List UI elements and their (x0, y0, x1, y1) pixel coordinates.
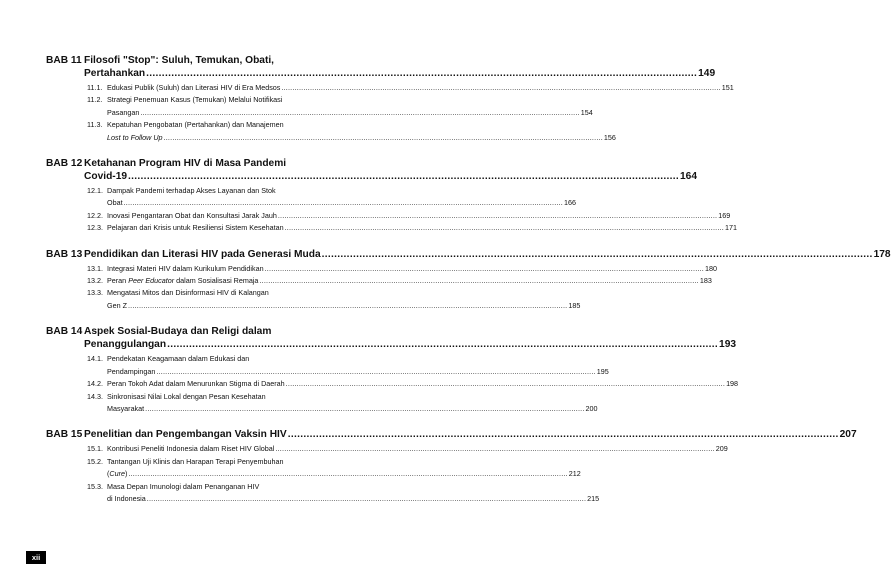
subsection-title-cont: Obat (107, 198, 123, 208)
chapter-title[interactable]: Filosofi "Stop": Suluh, Temukan, Obati, (84, 55, 275, 66)
dot-leader (147, 493, 586, 505)
subsection-14-3[interactable] (87, 391, 598, 416)
dot-leader (145, 403, 584, 415)
subsection-title: Kontribusi Peneliti Indonesia dalam Riset HIV Global (107, 444, 275, 454)
subsection-page: 171 (724, 223, 737, 233)
subsection-number: 12.2. (87, 210, 103, 220)
subsection-number: 15.2. (87, 456, 103, 466)
chapter-page: 164 (679, 171, 697, 183)
subsection-15-2[interactable] (87, 456, 581, 481)
subsection-title-cont: Pendampingan (107, 366, 156, 376)
subsection-title: Peran Tokoh Adat dalam Menurunkan Stigma di Daerah (107, 379, 285, 389)
chapter-page: 207 (839, 429, 857, 441)
subsection-page: 154 (580, 107, 593, 117)
chapter-title[interactable]: Ketahanan Program HIV di Masa Pandemi (84, 158, 287, 170)
subsection-title: Sinkronisasi Nilai Lokal dengan Pesan Kesehatan (107, 391, 266, 401)
subsection-number: 11.2. (87, 95, 103, 105)
dot-leader (156, 366, 595, 378)
chapter-title[interactable]: Aspek Sosial-Budaya dan Religi dalam (84, 326, 272, 338)
subsection-title-cont: Masyarakat (107, 403, 145, 413)
subsection-title: Pendekatan Keagamaan dalam Edukasi dan (107, 354, 250, 364)
subsection-page: 166 (563, 198, 576, 208)
subsection-13-3[interactable] (87, 287, 581, 312)
chapter-15 (46, 428, 857, 505)
subsection-number: 14.1. (87, 354, 103, 364)
chapter-page: 193 (719, 339, 737, 351)
dot-leader (281, 82, 720, 94)
chapter-14 (46, 325, 739, 415)
subsection-title: Integrasi Materi HIV dalam Kurikulum Pendidikan (107, 263, 264, 273)
subsection-page: 169 (718, 210, 731, 220)
subsection-title: Mengatasi Mitos dan Disinformasi HIV di Kalangan (107, 288, 269, 298)
subsection-title: Dampak Pandemi terhadap Akses Layanan dan Stok (107, 186, 276, 196)
subsection-number: 11.3. (87, 120, 103, 130)
dot-leader (265, 263, 704, 275)
chapter-number: BAB 13 (46, 248, 83, 260)
subsection-number: 12.1. (87, 186, 103, 196)
subsection-page: 183 (699, 276, 712, 286)
subsection-title-cont: Lost to Follow Up (107, 132, 163, 142)
subsection-15-1[interactable] (87, 443, 728, 455)
subsection-11-2[interactable] (87, 94, 593, 119)
subsection-title-cont: Gen Z (107, 300, 127, 310)
subsection-title-part: dalam Sosialisasi Remaja (174, 276, 259, 286)
dot-leader (322, 248, 873, 261)
dot-leader (128, 300, 567, 312)
subsection-number: 13.1. (87, 263, 103, 273)
chapter-number: BAB 12 (46, 158, 83, 170)
dot-leader (128, 468, 567, 480)
subsection-11-1[interactable] (87, 82, 734, 94)
dot-leader (285, 222, 724, 234)
subsection-13-1[interactable] (87, 263, 717, 275)
subsection-12-3[interactable] (87, 222, 737, 234)
chapter-number: BAB 15 (46, 429, 83, 441)
subsection-14-2[interactable] (87, 378, 739, 390)
subsection-title: Edukasi Publik (Suluh) dan Literasi HIV di Era Medsos (107, 83, 281, 92)
chapter-title[interactable]: Pendidikan dan Literasi HIV pada Generasi Muda (84, 248, 321, 260)
chapter-13 (46, 248, 891, 313)
subsection-number: 14.3. (87, 391, 103, 401)
dot-leader (275, 443, 714, 455)
subsection-number: 14.2. (87, 379, 103, 389)
chapter-number: BAB 14 (46, 326, 83, 338)
subsection-number: 15.3. (87, 481, 103, 491)
chapter-number: BAB 11 (46, 55, 82, 66)
subsection-page: 215 (587, 493, 600, 503)
subsection-page: 198 (726, 379, 739, 389)
subsection-12-1[interactable] (87, 185, 576, 210)
subsection-page: 185 (568, 300, 581, 310)
subsection-13-2[interactable] (87, 275, 712, 287)
subsection-title: Pelajaran dari Krisis untuk Resiliensi Sistem Kesehatan (107, 223, 284, 233)
subsection-title-italic: Cure (109, 469, 125, 479)
table-of-contents (46, 54, 891, 518)
dot-leader (167, 338, 718, 351)
subsection-page: 151 (721, 83, 734, 92)
subsection-title-cont: Pasangan (107, 107, 140, 117)
subsection-title-cont (107, 468, 127, 480)
chapter-title-cont[interactable]: Pertahankan (84, 68, 146, 79)
dot-leader (164, 132, 603, 144)
subsection-title: Inovasi Pengantaran Obat dan Konsultasi Jarak Jauh (107, 210, 277, 220)
subsection-title-part: Peran (107, 276, 129, 286)
subsection-number: 13.3. (87, 288, 103, 298)
dot-leader (140, 107, 579, 119)
chapter-page: 178 (873, 248, 891, 260)
dot-leader (288, 428, 839, 441)
subsection-page: 195 (596, 366, 609, 376)
subsection-title-cont: di Indonesia (107, 493, 146, 503)
subsection-title: Strategi Penemuan Kasus (Temukan) Melalui Notifikasi (107, 95, 283, 105)
subsection-number: 11.1. (87, 83, 103, 92)
subsection-title (107, 275, 258, 287)
chapter-title-cont[interactable]: Covid-19 (84, 171, 128, 183)
chapter-12 (46, 157, 737, 235)
dot-leader (146, 67, 697, 80)
subsection-page: 180 (705, 263, 717, 273)
subsection-title-italic: Peer Educator (128, 276, 175, 286)
subsection-page: 156 (603, 132, 616, 142)
subsection-12-2[interactable] (87, 210, 731, 222)
chapter-title-cont[interactable]: Penanggulangan (84, 339, 167, 351)
chapter-page: 149 (698, 68, 716, 79)
dot-leader (124, 197, 563, 209)
dot-leader (128, 170, 679, 183)
dot-leader (259, 275, 698, 287)
subsection-15-3[interactable] (87, 481, 600, 506)
subsection-number: 15.1. (87, 444, 103, 454)
subsection-title: Masa Depan Imunologi dalam Penanganan HIV (107, 481, 260, 491)
chapter-11 (46, 54, 734, 144)
subsection-page: 209 (715, 444, 728, 454)
subsection-number: 12.3. (87, 223, 103, 233)
subsection-title-part: ( (107, 469, 110, 479)
subsection-number: 13.2. (87, 276, 103, 286)
chapter-title[interactable]: Penelitian dan Pengembangan Vaksin HIV (84, 429, 287, 441)
subsection-title: Tantangan Uji Klinis dan Harapan Terapi Penyembuhan (107, 456, 284, 466)
dot-leader (286, 378, 725, 390)
subsection-11-3[interactable] (87, 119, 616, 144)
subsection-title: Kepatuhan Pengobatan (Pertahankan) dan Manajemen (107, 120, 284, 130)
subsection-page: 200 (585, 403, 598, 413)
page-number-badge: xii (26, 551, 46, 564)
dot-leader (278, 210, 717, 222)
subsection-14-1[interactable] (87, 353, 609, 378)
subsection-page: 212 (568, 469, 581, 479)
subsection-title-part: ) (125, 469, 128, 479)
